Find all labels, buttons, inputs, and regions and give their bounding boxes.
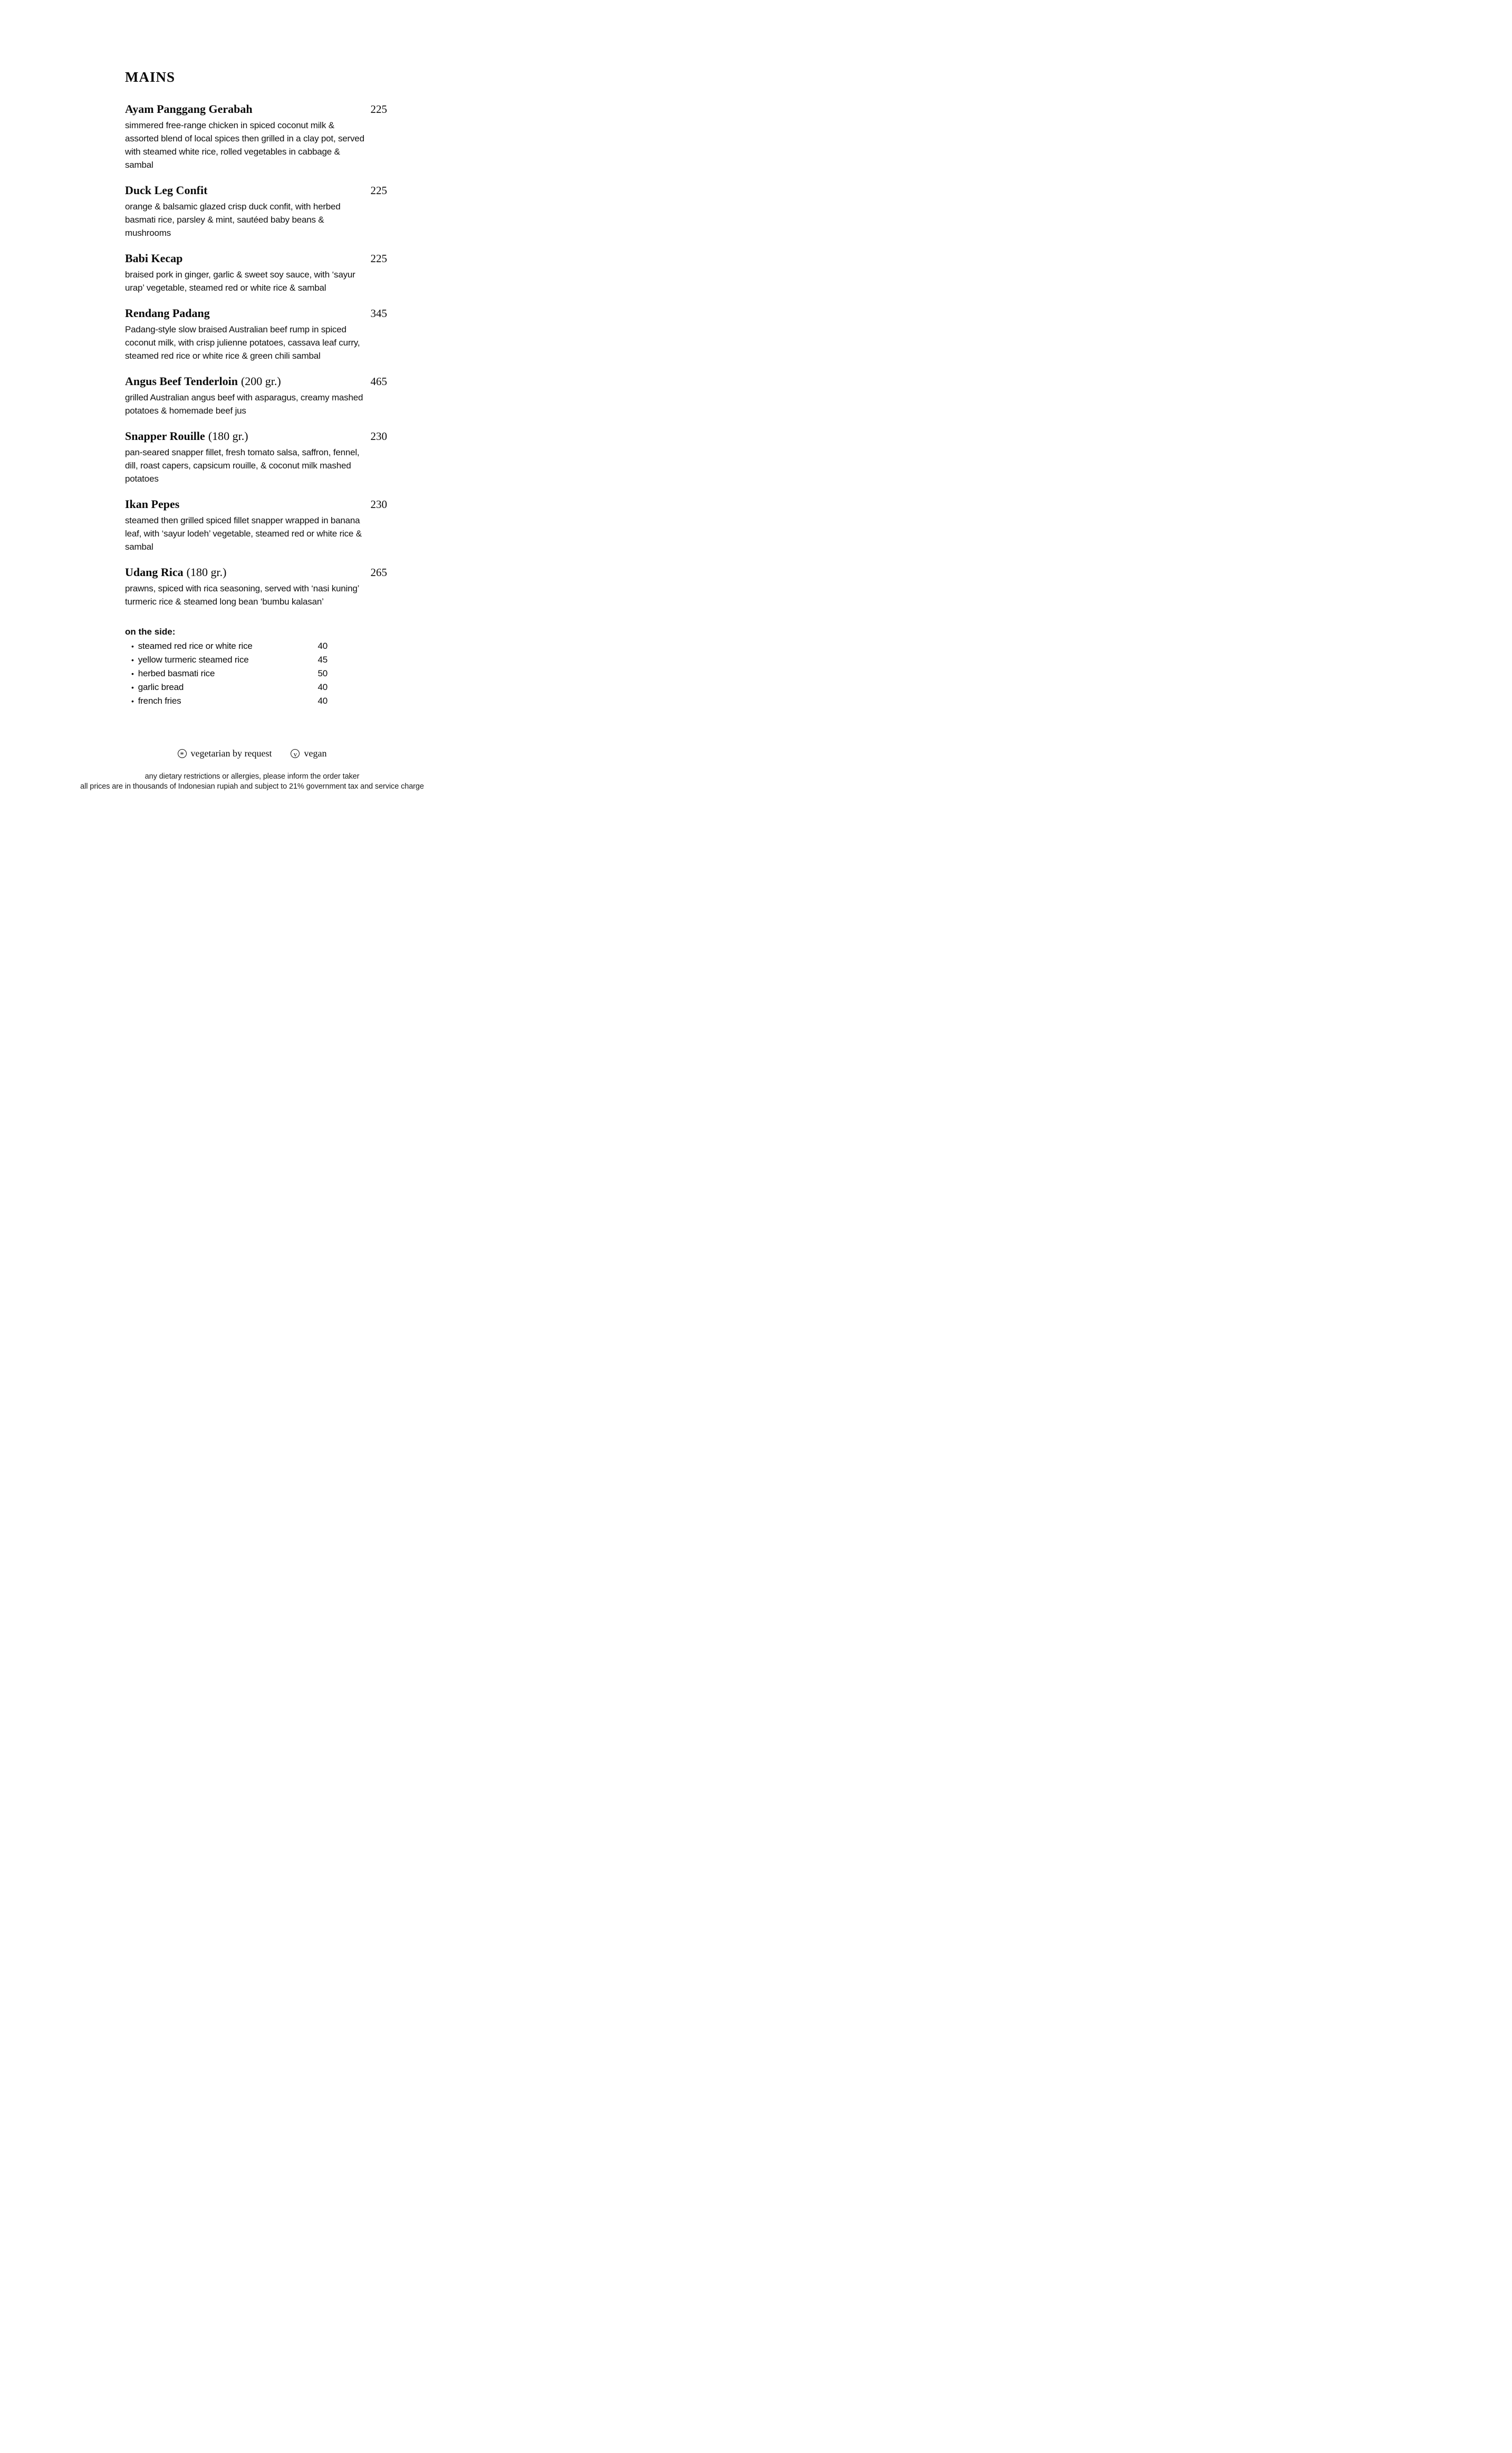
side-item-price: 45 — [317, 655, 328, 665]
item-header — [125, 305, 387, 321]
side-item-row — [125, 639, 328, 653]
item-description: orange & balsamic glazed crisp duck confit, with herbed basmati rice, parsley & mint, sautéed baby beans & mushrooms — [125, 202, 341, 238]
item-price: 345 — [370, 307, 387, 320]
item-title — [125, 101, 253, 117]
item-header — [125, 428, 387, 444]
side-item-label — [125, 667, 215, 681]
legend-vegan — [291, 748, 326, 759]
side-item-label — [125, 694, 181, 708]
item-description: Padang-style slow braised Australian beef rump in spiced coconut milk, with crisp julienne potatoes, cassava leaf curry, steamed red rice or white rice & green chili sambal — [125, 324, 360, 361]
item-title — [125, 373, 281, 389]
item-name: Udang Rica — [125, 566, 184, 579]
legend-vegetarian-label: vegetarian by request — [190, 748, 272, 759]
vegetarian-icon — [178, 749, 187, 758]
item-title — [125, 428, 248, 444]
footer-note-allergies: any dietary restrictions or allergies, please inform the order taker — [145, 772, 360, 781]
side-item-label — [125, 653, 249, 667]
side-item-price: 40 — [317, 682, 328, 692]
section-title: MAINS — [125, 69, 176, 85]
bullet-icon: • — [131, 697, 134, 705]
menu-page — [0, 0, 504, 818]
sides-title: on the side: — [125, 627, 176, 637]
item-title — [125, 496, 179, 512]
item-description: simmered free-range chicken in spiced coconut milk & assorted blend of local spices then grilled in a clay pot, served with steamed white rice, rolled vegetables in cabbage & sambal — [125, 120, 364, 170]
item-price: 225 — [370, 252, 387, 265]
item-name: Snapper Rouille — [125, 429, 205, 443]
item-portion: (180 gr.) — [208, 429, 248, 443]
menu-item — [125, 564, 387, 608]
menu-item — [125, 251, 387, 294]
item-description: braised pork in ginger, garlic & sweet soy sauce, with ‘sayur urap’ vegetable, steamed red or white rice & sambal — [125, 270, 355, 293]
side-item-label — [125, 639, 253, 653]
side-item-row — [125, 694, 328, 708]
item-header — [125, 251, 387, 266]
vegetarian-symbol: * — [180, 751, 184, 759]
side-item-text: steamed red rice or white rice — [138, 641, 253, 651]
item-price: 225 — [370, 184, 387, 197]
item-header — [125, 373, 387, 389]
item-price: 230 — [370, 430, 387, 443]
vegan-symbol: v — [293, 750, 297, 758]
legend-vegan-label: vegan — [304, 748, 327, 759]
side-item-row — [125, 681, 328, 694]
item-description: steamed then grilled spiced fillet snapper wrapped in banana leaf, with ‘sayur lodeh’ vegetable, steamed red or white rice & sambal — [125, 515, 362, 552]
sides-section — [125, 625, 387, 708]
item-description: grilled Australian angus beef with asparagus, creamy mashed potatoes & homemade beef jus — [125, 392, 363, 416]
bullet-icon: • — [131, 656, 134, 664]
menu-content — [125, 69, 387, 708]
item-header — [125, 101, 387, 117]
side-item-text: herbed basmati rice — [138, 668, 215, 678]
legend-vegetarian — [178, 748, 272, 759]
side-item-text: french fries — [138, 696, 181, 706]
bullet-icon: • — [131, 669, 134, 678]
menu-item — [125, 496, 387, 553]
side-item-label — [125, 681, 184, 694]
dietary-legend — [0, 748, 504, 759]
bullet-icon: • — [131, 642, 134, 650]
menu-item — [125, 183, 387, 239]
item-title — [125, 564, 226, 580]
item-header — [125, 496, 387, 512]
item-name: Duck Leg Confit — [125, 184, 208, 197]
menu-item — [125, 373, 387, 417]
item-description: prawns, spiced with rica seasoning, served with ‘nasi kuning’ turmeric rice & steamed long bean ‘bumbu kalasan’ — [125, 583, 359, 607]
vegan-icon — [291, 749, 300, 758]
side-item-row — [125, 653, 328, 667]
item-description: pan-seared snapper fillet, fresh tomato salsa, saffron, fennel, dill, roast capers, capsicum rouille, & coconut milk mashed potatoes — [125, 447, 360, 484]
item-name: Rendang Padang — [125, 306, 210, 320]
item-name: Ayam Panggang Gerabah — [125, 102, 253, 116]
item-name: Ikan Pepes — [125, 497, 180, 511]
item-title — [125, 183, 207, 198]
menu-item — [125, 101, 387, 171]
item-price: 225 — [370, 103, 387, 116]
item-title — [125, 305, 210, 321]
item-portion: (200 gr.) — [240, 375, 281, 388]
side-item-text: yellow turmeric steamed rice — [138, 655, 249, 665]
item-portion: (180 gr.) — [186, 566, 227, 579]
side-item-price: 40 — [317, 641, 328, 651]
side-item-row — [125, 667, 328, 681]
side-item-text: garlic bread — [138, 682, 184, 692]
side-item-price: 50 — [317, 668, 328, 678]
side-item-price: 40 — [317, 696, 328, 706]
bullet-icon: • — [131, 683, 134, 692]
footer-note-prices: all prices are in thousands of Indonesian rupiah and subject to 21% government tax and service charge — [80, 782, 424, 791]
menu-item — [125, 305, 387, 362]
item-name: Babi Kecap — [125, 252, 183, 265]
item-name: Angus Beef Tenderloin — [125, 375, 238, 388]
item-price: 230 — [370, 498, 387, 511]
item-title — [125, 251, 182, 266]
item-header — [125, 183, 387, 198]
menu-item — [125, 428, 387, 485]
item-price: 465 — [370, 375, 387, 388]
item-header — [125, 564, 387, 580]
item-price: 265 — [370, 566, 387, 579]
